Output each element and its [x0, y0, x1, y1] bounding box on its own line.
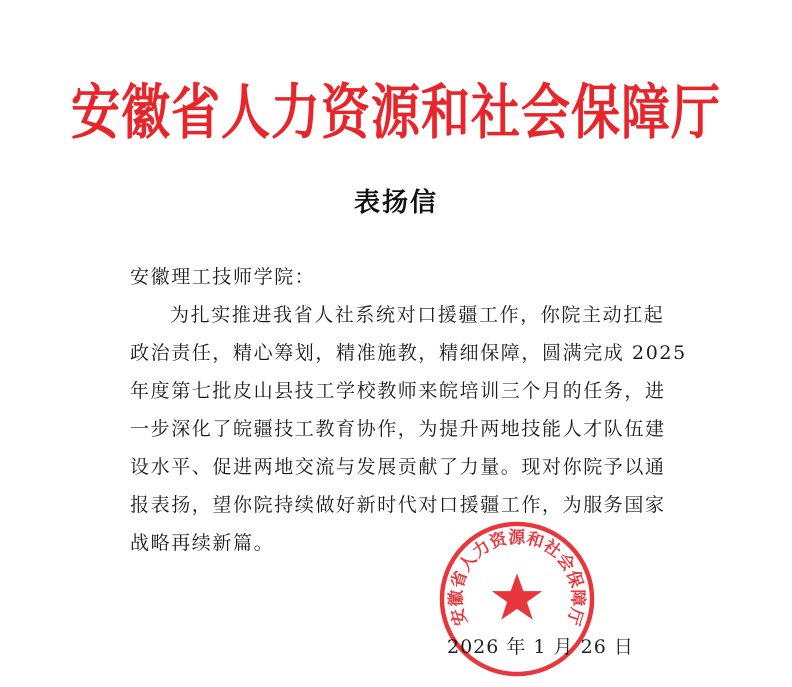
document-title: 表扬信 [353, 188, 438, 218]
seal-star-icon [492, 573, 542, 619]
body-line: 报表扬，望你院持续做好新时代对口援疆工作，为服务国家 [130, 494, 666, 516]
body-line: 战略再续新篇。 [130, 532, 275, 554]
body-line: 一步深化了皖疆技工教育协作，为提升两地技能人才队伍建 [130, 418, 666, 440]
letter-body [130, 258, 690, 562]
organization-letterhead: 安徽省人力资源和社会保障厅 [70, 76, 721, 148]
seal-text: 安徽省人力资源和社会保障厅 [445, 526, 589, 629]
salutation: 安徽理工技师学院： [130, 266, 316, 288]
signature-date: 2026 年 1 月 26 日 [447, 636, 634, 658]
body-line: 设水平、促进两地交流与发展贡献了力量。现对你院予以通 [130, 456, 666, 478]
body-line: 年度第七批皮山县技工学校教师来皖培训三个月的任务，进 [130, 380, 666, 402]
body-line: 政治责任，精心筹划，精准施教，精细保障，圆满完成 2025 [130, 342, 687, 364]
body-line: 为扎实推进我省人社系统对口援疆工作，你院主动扛起 [170, 304, 665, 326]
official-seal [438, 520, 596, 678]
